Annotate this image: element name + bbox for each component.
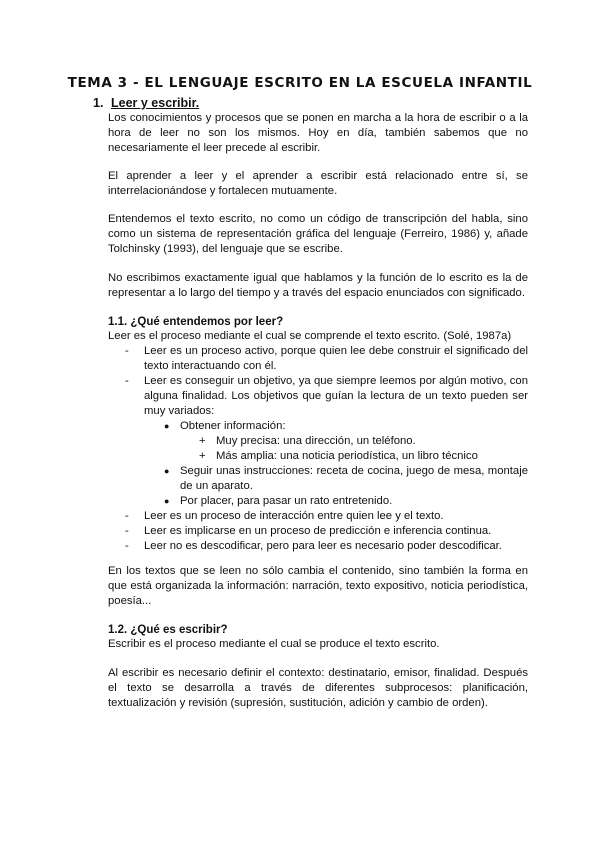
paragraph-4 [108,271,528,301]
list-item: - Leer es un proceso de interacción entre quien lee y el texto. [125,510,444,522]
list-item: - Leer es implicarse en un proceso de predicción e inferencia continua. [125,525,492,537]
list-item: - Leer es un proceso activo, porque quien lee debe construir el significado del texto interactuando con él. [125,345,528,372]
paragraph-text: No escribimos exactamente igual que hablamos y la función de lo escrito es la de representar a lo largo del tiempo y a través del espacio enunciados con significado. [108,272,528,299]
section-heading-leer-y-escribir [93,96,199,111]
list-item: - Leer no es descodificar, pero para leer es necesario poder descodificar. [125,540,502,552]
writing-body [108,666,528,711]
list-item: + Más amplia: una noticia periodística, un libro técnico [199,450,478,462]
reading-list [108,344,528,554]
paragraph-text: Los conocimientos y procesos que se ponen en marcha a la hora de escribir o a la hora de leer no son los mismos. Hoy en día, también sabemos que no necesariamente el leer precede al escribir. [108,112,528,154]
paragraph-text: Entendemos el texto escrito, no como un código de transcripción del habla, sino como un sistema de representación gráfica del lenguaje (Ferreiro, 1986) y, añade Tolchinsky (1993), del lenguaje que se escribe. [108,213,528,255]
reading-definition-block [108,329,528,554]
list-item: ● Seguir unas instrucciones: receta de cocina, juego de mesa, montaje de un aparato. [164,465,528,492]
section-number: 1. [93,96,104,110]
paragraph-text-organization [108,564,528,609]
paragraph-1 [108,111,528,156]
reading-intro: Leer es el proceso mediante el cual se comprende el texto escrito. (Solé, 1987a) [108,330,512,342]
information-types-list [108,434,528,464]
list-item: + Muy precisa: una dirección, un teléfono. [199,435,416,447]
page-title: TEMA 3 - EL LENGUAJE ESCRITO EN LA ESCUELA INFANTIL [67,75,533,91]
paragraph-text: Escribir es el proceso mediante el cual se produce el texto escrito. [108,638,440,650]
subsection-heading-que-es-escribir: 1.2. ¿Qué es escribir? [108,624,228,636]
list-item: - Leer es conseguir un objetivo, ya que siempre leemos por algún motivo, con alguna finalidad. Los objetivos que guían la lectura de un texto pueden ser muy variados: ● Obtener información: + Muy precisa: una dirección, un teléfono. + Más amplia: una noticia periodística, un libro técnico ● Seguir unas instrucciones: receta de cocina, juego de mesa, montaje de un aparato. ● Por placer, para pasar un rato entretenido. [108,374,528,509]
writing-intro [108,637,528,652]
paragraph-text: En los textos que se leen no sólo cambia el contenido, sino también la forma en que está organizada la información: narración, texto expositivo, noticia periodística, poesía... [108,565,528,607]
subsection-heading-que-es-leer: 1.1. ¿Qué entendemos por leer? [108,316,284,328]
list-item: ● Obtener información: + Muy precisa: una dirección, un teléfono. + Más amplia: una noticia periodística, un libro técnico [108,419,528,464]
paragraph-text: Al escribir es necesario definir el contexto: destinatario, emisor, finalidad. Después el texto se desarrolla a través de diferentes subprocesos: planificación, textualización y revisión (supresión, sustitución, adición y cambio de orden). [108,667,528,709]
paragraph-2 [108,169,528,199]
paragraph-text: El aprender a leer y el aprender a escribir está relacionado entre sí, se interrelacionándose y fortalecen mutuamente. [108,170,528,197]
section-label: Leer y escribir. [111,96,200,110]
list-item: ● Por placer, para pasar un rato entretenido. [164,495,393,507]
objectives-list [108,419,528,509]
paragraph-3 [108,212,528,257]
